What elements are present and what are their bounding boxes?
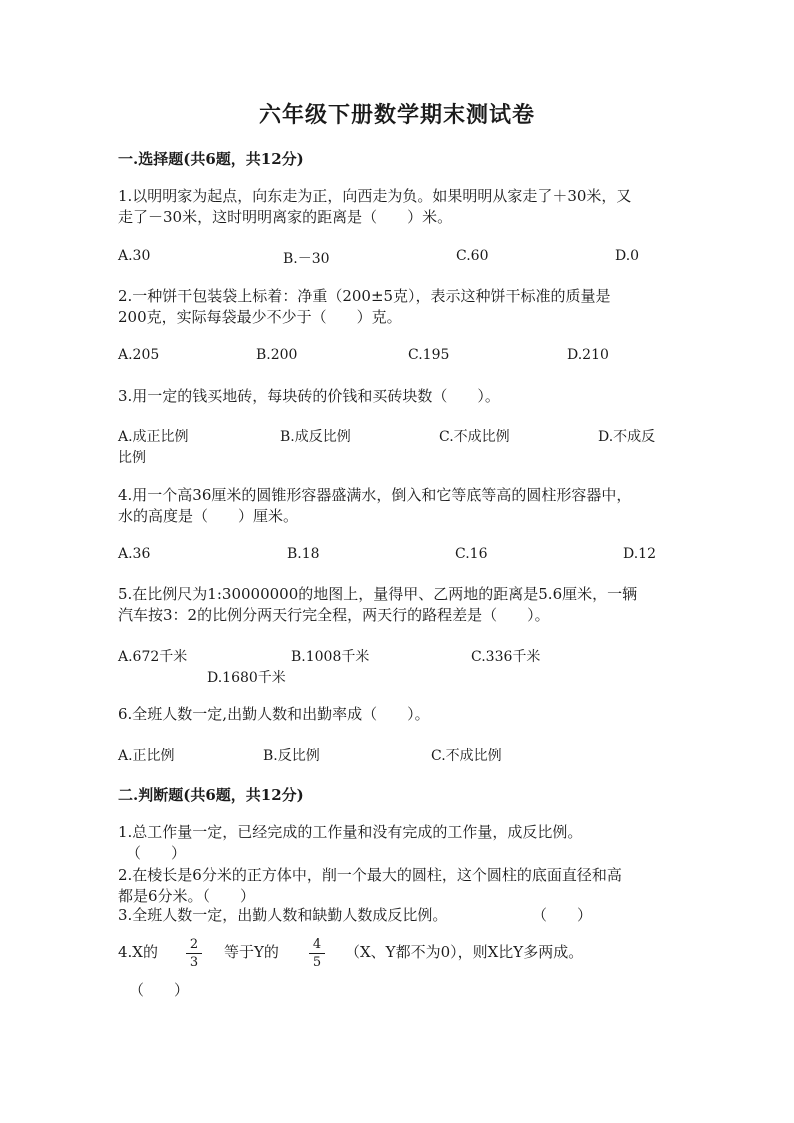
q6-option-a[interactable]: A.正比例 <box>118 748 175 764</box>
q2-option-a[interactable]: A.205 <box>118 347 160 363</box>
q5-option-d[interactable]: D.1680千米 <box>207 670 286 686</box>
q3-option-c[interactable]: C.不成比例 <box>439 429 510 445</box>
judgment-2-line-2[interactable]: 都是6分米。（ ） <box>118 887 256 905</box>
fraction-four-fifths <box>309 937 325 970</box>
question-2-line-1: 2.一种饼干包装袋上标着：净重（200±5克），表示这种饼干标准的质量是 <box>118 287 611 305</box>
question-3-line-1: 3.用一定的钱买地砖，每块砖的价钱和买砖块数（ ）。 <box>118 387 500 405</box>
q3-option-b[interactable]: B.成反比例 <box>280 429 351 445</box>
judgment-4-middle: 等于Y的 <box>224 943 279 961</box>
q2-option-b[interactable]: B.200 <box>256 347 298 363</box>
judgment-4-suffix: （X、Y都不为0），则X比Y多两成。 <box>345 943 584 961</box>
fraction-numerator: 4 <box>312 937 322 952</box>
page-title: 六年级下册数学期末测试卷 <box>258 102 535 128</box>
q3-option-d-continued: 比例 <box>118 450 146 466</box>
fraction-bar <box>186 953 202 954</box>
q6-option-b[interactable]: B.反比例 <box>263 748 320 764</box>
q6-option-c[interactable]: C.不成比例 <box>431 748 502 764</box>
question-5-line-2: 汽车按3：2的比例分两天行完全程，两天行的路程差是（ ）。 <box>118 606 550 624</box>
q5-option-c[interactable]: C.336千米 <box>471 649 541 665</box>
question-1-line-1: 1.以明明家为起点，向东走为正，向西走为负。如果明明从家走了＋30米，又 <box>118 187 632 205</box>
q3-option-d[interactable]: D.不成反 <box>598 429 656 445</box>
judgment-1-answer-box[interactable]: （ ） <box>126 844 187 862</box>
judgment-2-line-1: 2.在棱长是6分米的正方体中，削一个最大的圆柱，这个圆柱的底面直径和高 <box>118 866 622 884</box>
q1-option-d[interactable]: D.0 <box>615 248 640 264</box>
question-2-line-2: 200克，实际每袋最少不少于（ ）克。 <box>118 308 402 326</box>
question-4-line-2: 水的高度是（ ）厘米。 <box>118 507 299 525</box>
judgment-3-line-1: 3.全班人数一定，出勤人数和缺勤人数成反比例。 <box>118 906 448 924</box>
question-6-line-1: 6.全班人数一定,出勤人数和出勤率成（ ）。 <box>118 705 430 723</box>
question-4-line-1: 4.用一个高36厘米的圆锥形容器盛满水，倒入和它等底等高的圆柱形容器中， <box>118 486 632 504</box>
q4-option-a[interactable]: A.36 <box>118 546 151 562</box>
q1-option-c[interactable]: C.60 <box>456 248 489 264</box>
fraction-denominator: 5 <box>312 955 322 970</box>
q2-option-d[interactable]: D.210 <box>567 347 609 363</box>
q4-option-b[interactable]: B.18 <box>287 546 320 562</box>
q1-option-a[interactable]: A.30 <box>118 248 151 264</box>
judgment-3-answer-box[interactable]: （ ） <box>532 906 593 924</box>
q1-option-b[interactable]: B.－30 <box>283 251 330 267</box>
q5-option-a[interactable]: A.672千米 <box>118 649 188 665</box>
fraction-numerator: 2 <box>189 937 199 952</box>
q4-option-c[interactable]: C.16 <box>455 546 488 562</box>
judgment-4-prefix: 4.X的 <box>118 943 158 961</box>
q4-option-d[interactable]: D.12 <box>623 546 656 562</box>
question-1-line-2: 走了－30米，这时明明离家的距离是（ ）米。 <box>118 208 453 226</box>
fraction-two-thirds <box>186 937 202 970</box>
judgment-1-line-1: 1.总工作量一定，已经完成的工作量和没有完成的工作量，成反比例。 <box>118 823 583 841</box>
section-heading-choice: 一.选择题(共6题，共12分) <box>118 150 304 168</box>
fraction-denominator: 3 <box>189 955 199 970</box>
question-5-line-1: 5.在比例尺为1:30000000的地图上，量得甲、乙两地的距离是5.6厘米，一辆 <box>118 585 638 603</box>
section-heading-judgment: 二.判断题(共6题，共12分) <box>118 786 304 804</box>
q2-option-c[interactable]: C.195 <box>408 347 450 363</box>
q3-option-a[interactable]: A.成正比例 <box>118 429 189 445</box>
q5-option-b[interactable]: B.1008千米 <box>291 649 370 665</box>
fraction-bar <box>309 953 325 954</box>
judgment-4-answer-box[interactable]: （ ） <box>129 981 190 999</box>
